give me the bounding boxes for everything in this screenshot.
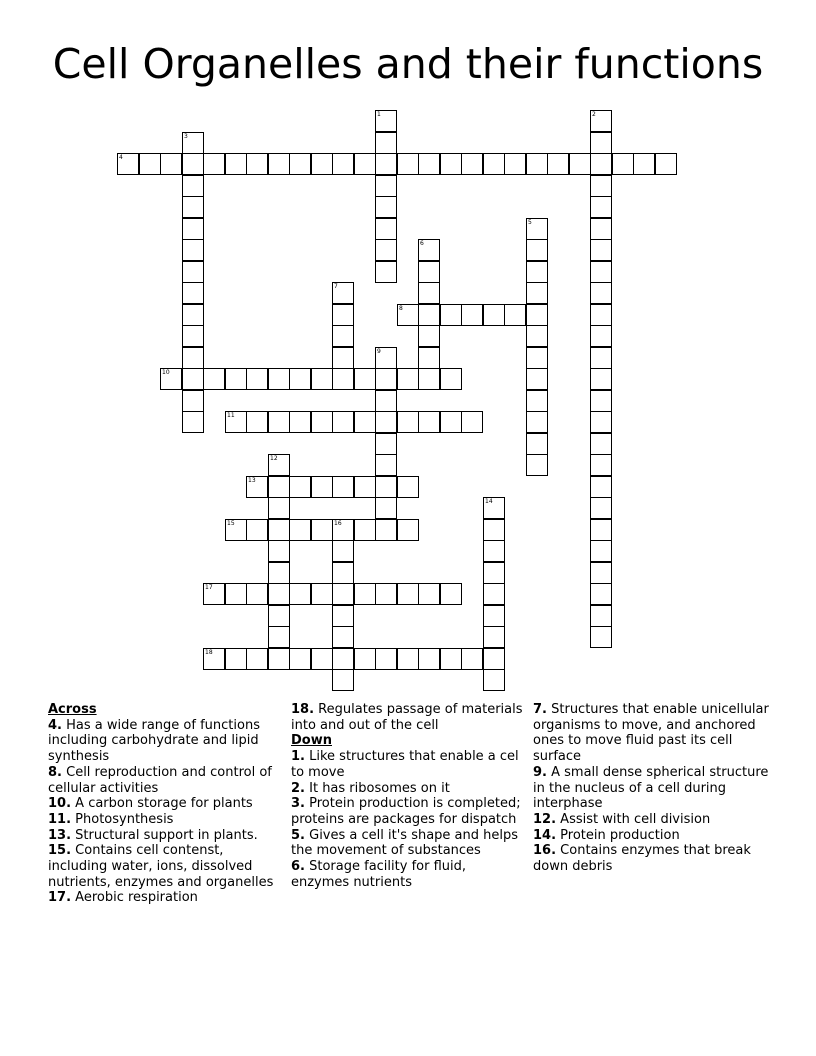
grid-cell[interactable] (633, 153, 655, 175)
grid-cell[interactable] (397, 476, 419, 498)
grid-cell[interactable] (483, 153, 505, 175)
grid-cell[interactable] (397, 153, 419, 175)
grid-cell[interactable] (590, 497, 612, 519)
clue-text: Contains enzymes that break down debris (533, 843, 751, 875)
clue-number: 10. (48, 796, 72, 812)
grid-cell[interactable] (160, 153, 182, 175)
grid-cell[interactable] (440, 368, 462, 390)
grid-cell[interactable] (203, 583, 225, 605)
grid-cell[interactable] (483, 583, 505, 605)
cell-number: 7 (334, 283, 338, 290)
cell-number: 1 (377, 111, 381, 118)
grid-cell[interactable] (289, 519, 311, 541)
grid-cell[interactable] (268, 626, 290, 648)
grid-cell[interactable] (225, 519, 247, 541)
grid-cell[interactable] (311, 411, 333, 433)
grid-cell[interactable] (289, 648, 311, 670)
cell-number: 14 (485, 498, 493, 505)
grid-cell[interactable] (590, 304, 612, 326)
clue-number: 14. (533, 827, 557, 843)
cell-number: 11 (227, 412, 235, 419)
grid-cell[interactable] (590, 605, 612, 627)
cell-number: 2 (592, 111, 596, 118)
grid-cell[interactable] (332, 540, 354, 562)
grid-cell[interactable] (139, 153, 161, 175)
grid-cell[interactable] (526, 454, 548, 476)
grid-cell[interactable] (268, 476, 290, 498)
grid-cell[interactable] (590, 347, 612, 369)
grid-cell[interactable] (203, 648, 225, 670)
grid-cell[interactable] (440, 411, 462, 433)
grid-cell[interactable] (526, 153, 548, 175)
grid-cell[interactable] (225, 411, 247, 433)
clue-across-10 (48, 796, 286, 812)
grid-cell[interactable] (590, 519, 612, 541)
grid-cell[interactable] (375, 583, 397, 605)
clue-down-1 (291, 749, 527, 780)
grid-cell[interactable] (289, 476, 311, 498)
grid-cell[interactable] (504, 153, 526, 175)
grid-cell[interactable] (590, 540, 612, 562)
clues-column-3 (533, 702, 773, 875)
clue-text: A carbon storage for plants (75, 796, 253, 812)
grid-cell[interactable] (590, 562, 612, 584)
grid-cell[interactable] (590, 110, 612, 132)
grid-cell[interactable] (375, 454, 397, 476)
grid-cell[interactable] (418, 325, 440, 347)
grid-cell[interactable] (397, 304, 419, 326)
clue-across-11 (48, 812, 286, 828)
grid-cell[interactable] (246, 153, 268, 175)
grid-cell[interactable] (117, 153, 139, 175)
cell-number: 12 (270, 455, 278, 462)
clue-down-16 (533, 843, 773, 874)
grid-cell[interactable] (483, 669, 505, 691)
grid-cell[interactable] (354, 648, 376, 670)
grid-cell[interactable] (332, 476, 354, 498)
clue-across-18 (291, 702, 527, 733)
grid-cell[interactable] (418, 153, 440, 175)
grid-cell[interactable] (268, 497, 290, 519)
grid-cell[interactable] (397, 583, 419, 605)
clue-text: Regulates passage of materials into and out of the cell (291, 702, 523, 733)
grid-cell[interactable] (483, 519, 505, 541)
grid-cell[interactable] (397, 519, 419, 541)
grid-cell[interactable] (375, 261, 397, 283)
grid-cell[interactable] (225, 583, 247, 605)
grid-cell[interactable] (612, 153, 634, 175)
grid-cell[interactable] (375, 196, 397, 218)
grid-cell[interactable] (203, 153, 225, 175)
cell-number: 4 (119, 154, 123, 161)
clue-number: 13. (48, 827, 72, 843)
grid-cell[interactable] (440, 153, 462, 175)
grid-cell[interactable] (268, 562, 290, 584)
grid-cell[interactable] (311, 368, 333, 390)
clue-text: Structures that enable unicellular organisms to move, and anchored ones to move fluid past its cell surface (533, 702, 769, 765)
cell-number: 6 (420, 240, 424, 247)
grid-cell[interactable] (289, 153, 311, 175)
grid-cell[interactable] (397, 411, 419, 433)
clue-text: Contains cell contenst, including water, ions, dissolved nutrients, enzymes and organelles (48, 843, 274, 890)
grid-cell[interactable] (655, 153, 677, 175)
grid-cell[interactable] (526, 304, 548, 326)
grid-cell[interactable] (526, 411, 548, 433)
clue-text: Protein production is completed; proteins are packages for dispatch (291, 796, 521, 827)
grid-cell[interactable] (440, 583, 462, 605)
grid-cell[interactable] (203, 368, 225, 390)
grid-cell[interactable] (590, 218, 612, 240)
clue-number: 9. (533, 764, 547, 780)
grid-cell[interactable] (311, 153, 333, 175)
grid-cell[interactable] (375, 476, 397, 498)
grid-cell[interactable] (375, 433, 397, 455)
grid-cell[interactable] (590, 390, 612, 412)
grid-cell[interactable] (246, 411, 268, 433)
clue-down-3 (291, 796, 527, 827)
grid-cell[interactable] (461, 411, 483, 433)
cell-number: 3 (184, 133, 188, 140)
grid-cell[interactable] (504, 304, 526, 326)
cell-number: 16 (334, 520, 342, 527)
grid-cell[interactable] (182, 390, 204, 412)
grid-cell[interactable] (461, 153, 483, 175)
clue-text: Aerobic respiration (75, 890, 198, 906)
grid-cell[interactable] (268, 605, 290, 627)
grid-cell[interactable] (483, 540, 505, 562)
grid-cell[interactable] (375, 218, 397, 240)
grid-cell[interactable] (182, 175, 204, 197)
grid-cell[interactable] (332, 605, 354, 627)
cell-number: 17 (205, 584, 213, 591)
grid-cell[interactable] (526, 325, 548, 347)
grid-cell[interactable] (182, 325, 204, 347)
clue-number: 7. (533, 702, 547, 717)
grid-cell[interactable] (375, 390, 397, 412)
clue-down-12 (533, 812, 773, 828)
clues-column-1 (48, 702, 286, 906)
grid-cell[interactable] (182, 347, 204, 369)
grid-cell[interactable] (483, 626, 505, 648)
grid-cell[interactable] (418, 368, 440, 390)
across-heading: Across (48, 702, 97, 717)
clues-column-2 (291, 702, 527, 890)
clue-number: 5. (291, 827, 305, 843)
grid-cell[interactable] (483, 562, 505, 584)
grid-cell[interactable] (246, 519, 268, 541)
grid-cell[interactable] (397, 368, 419, 390)
grid-cell[interactable] (375, 368, 397, 390)
grid-cell[interactable] (375, 648, 397, 670)
grid-cell[interactable] (332, 368, 354, 390)
grid-cell[interactable] (354, 368, 376, 390)
grid-cell[interactable] (311, 476, 333, 498)
grid-cell[interactable] (418, 583, 440, 605)
grid-cell[interactable] (332, 669, 354, 691)
grid-cell[interactable] (590, 261, 612, 283)
clue-across-4 (48, 718, 286, 765)
grid-cell[interactable] (246, 476, 268, 498)
grid-cell[interactable] (354, 519, 376, 541)
clue-text: Structural support in plants. (75, 827, 258, 843)
clue-number: 18. (291, 702, 315, 717)
grid-cell[interactable] (483, 648, 505, 670)
grid-cell[interactable] (332, 626, 354, 648)
clue-number: 8. (48, 764, 62, 780)
clue-text: Protein production (560, 827, 680, 843)
grid-cell[interactable] (375, 153, 397, 175)
grid-cell[interactable] (590, 454, 612, 476)
grid-cell[interactable] (182, 153, 204, 175)
grid-cell[interactable] (526, 261, 548, 283)
grid-cell[interactable] (268, 519, 290, 541)
grid-cell[interactable] (182, 368, 204, 390)
clue-number: 17. (48, 890, 72, 906)
grid-cell[interactable] (289, 583, 311, 605)
clue-text: Gives a cell it's shape and helps the movement of substances (291, 827, 519, 859)
clue-number: 15. (48, 843, 72, 859)
grid-cell[interactable] (590, 153, 612, 175)
grid-cell[interactable] (569, 153, 591, 175)
clue-across-17 (48, 890, 286, 906)
grid-cell[interactable] (225, 648, 247, 670)
grid-cell[interactable] (590, 433, 612, 455)
cell-number: 13 (248, 477, 256, 484)
grid-cell[interactable] (440, 648, 462, 670)
clue-across-15 (48, 843, 286, 890)
grid-cell[interactable] (590, 175, 612, 197)
grid-cell[interactable] (332, 282, 354, 304)
grid-cell[interactable] (268, 540, 290, 562)
grid-cell[interactable] (483, 497, 505, 519)
clue-text: A small dense spherical structure in the nucleus of a cell during interphase (533, 764, 769, 812)
grid-cell[interactable] (268, 411, 290, 433)
grid-cell[interactable] (311, 583, 333, 605)
grid-cell[interactable] (375, 411, 397, 433)
clue-across-13 (48, 828, 286, 844)
grid-cell[interactable] (526, 282, 548, 304)
grid-cell[interactable] (182, 218, 204, 240)
grid-cell[interactable] (547, 153, 569, 175)
grid-cell[interactable] (332, 583, 354, 605)
grid-cell[interactable] (354, 411, 376, 433)
grid-cell[interactable] (268, 153, 290, 175)
cell-number: 8 (399, 305, 403, 312)
cell-number: 18 (205, 649, 213, 656)
grid-cell[interactable] (526, 368, 548, 390)
clue-text: Assist with cell division (560, 811, 711, 827)
grid-cell[interactable] (375, 175, 397, 197)
grid-cell[interactable] (418, 347, 440, 369)
clue-number: 11. (48, 811, 72, 827)
grid-cell[interactable] (354, 476, 376, 498)
grid-cell[interactable] (590, 325, 612, 347)
grid-cell[interactable] (332, 153, 354, 175)
grid-cell[interactable] (289, 368, 311, 390)
grid-cell[interactable] (526, 218, 548, 240)
grid-cell[interactable] (397, 648, 419, 670)
grid-cell[interactable] (590, 626, 612, 648)
grid-cell[interactable] (418, 648, 440, 670)
grid-cell[interactable] (440, 304, 462, 326)
grid-cell[interactable] (268, 583, 290, 605)
grid-cell[interactable] (590, 282, 612, 304)
clue-down-5 (291, 828, 527, 859)
cell-number: 9 (377, 348, 381, 355)
grid-cell[interactable] (418, 411, 440, 433)
clue-text: Storage facility for fluid, enzymes nutrients (291, 859, 467, 890)
clue-number: 6. (291, 859, 305, 875)
clue-down-2 (291, 781, 527, 797)
clue-number: 4. (48, 717, 62, 733)
grid-cell[interactable] (289, 411, 311, 433)
grid-cell[interactable] (375, 497, 397, 519)
grid-cell[interactable] (246, 648, 268, 670)
grid-cell[interactable] (246, 583, 268, 605)
grid-cell[interactable] (526, 390, 548, 412)
clue-text: Photosynthesis (75, 811, 174, 827)
grid-cell[interactable] (418, 304, 440, 326)
grid-cell[interactable] (268, 648, 290, 670)
cell-number: 15 (227, 520, 235, 527)
grid-cell[interactable] (354, 583, 376, 605)
grid-cell[interactable] (332, 648, 354, 670)
grid-cell[interactable] (590, 583, 612, 605)
grid-cell[interactable] (526, 433, 548, 455)
grid-cell[interactable] (590, 239, 612, 261)
grid-cell[interactable] (354, 153, 376, 175)
grid-cell[interactable] (418, 239, 440, 261)
grid-cell[interactable] (418, 282, 440, 304)
clue-down-6 (291, 859, 527, 890)
clue-across-8 (48, 765, 286, 796)
grid-cell[interactable] (311, 648, 333, 670)
clue-down-7 (533, 702, 773, 765)
grid-cell[interactable] (182, 239, 204, 261)
grid-cell[interactable] (182, 261, 204, 283)
grid-cell[interactable] (225, 153, 247, 175)
grid-cell[interactable] (526, 239, 548, 261)
clue-text: Has a wide range of functions including carbohydrate and lipid synthesis (48, 717, 260, 765)
grid-cell[interactable] (590, 476, 612, 498)
clue-number: 1. (291, 749, 305, 765)
grid-cell[interactable] (375, 347, 397, 369)
clue-down-9 (533, 765, 773, 812)
cell-number: 5 (528, 219, 532, 226)
cell-number: 10 (162, 369, 170, 376)
page-title: Cell Organelles and their functions (52, 40, 764, 88)
grid-cell[interactable] (461, 648, 483, 670)
clue-text: Like structures that enable a cel to move (291, 749, 519, 780)
down-heading: Down (291, 733, 332, 749)
grid-cell[interactable] (246, 368, 268, 390)
clue-number: 2. (291, 780, 305, 796)
grid-cell[interactable] (375, 519, 397, 541)
grid-cell[interactable] (182, 196, 204, 218)
clue-number: 16. (533, 843, 557, 859)
grid-cell[interactable] (268, 454, 290, 476)
grid-cell[interactable] (526, 347, 548, 369)
clue-text: It has ribosomes on it (309, 780, 450, 796)
clue-text: Cell reproduction and control of cellular activities (48, 764, 272, 796)
grid-cell[interactable] (311, 519, 333, 541)
grid-cell[interactable] (332, 304, 354, 326)
grid-cell[interactable] (590, 132, 612, 154)
grid-cell[interactable] (182, 132, 204, 154)
grid-cell[interactable] (375, 110, 397, 132)
grid-cell[interactable] (332, 411, 354, 433)
clue-number: 12. (533, 811, 557, 827)
grid-cell[interactable] (160, 368, 182, 390)
grid-cell[interactable] (225, 368, 247, 390)
grid-cell[interactable] (182, 304, 204, 326)
grid-cell[interactable] (375, 239, 397, 261)
grid-cell[interactable] (461, 304, 483, 326)
grid-cell[interactable] (418, 261, 440, 283)
grid-cell[interactable] (590, 411, 612, 433)
clue-number: 3. (291, 796, 305, 812)
grid-cell[interactable] (182, 282, 204, 304)
grid-cell[interactable] (182, 411, 204, 433)
grid-cell[interactable] (375, 132, 397, 154)
clue-down-14 (533, 828, 773, 844)
grid-cell[interactable] (268, 368, 290, 390)
grid-cell[interactable] (590, 368, 612, 390)
grid-cell[interactable] (332, 519, 354, 541)
grid-cell[interactable] (590, 196, 612, 218)
grid-cell[interactable] (332, 325, 354, 347)
grid-cell[interactable] (483, 605, 505, 627)
grid-cell[interactable] (483, 304, 505, 326)
grid-cell[interactable] (332, 347, 354, 369)
grid-cell[interactable] (332, 562, 354, 584)
